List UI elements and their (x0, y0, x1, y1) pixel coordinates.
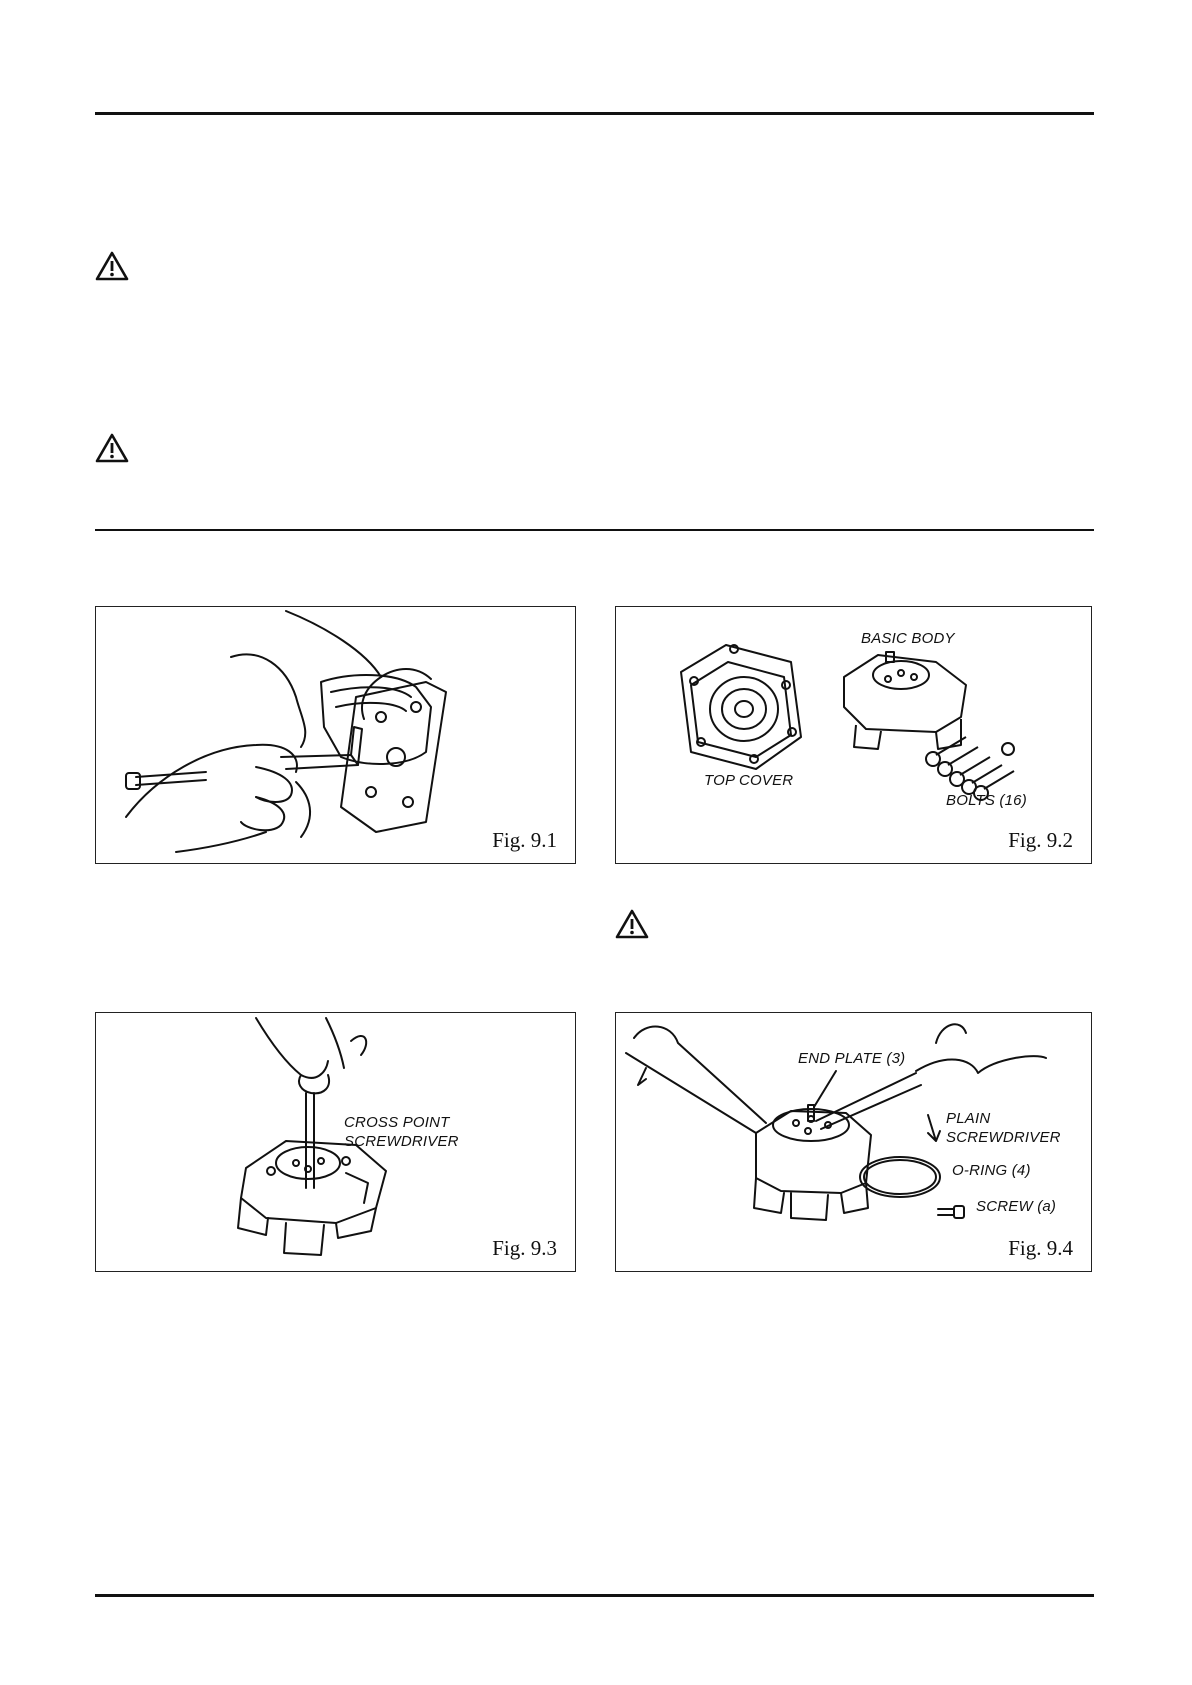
warning-triangle-icon (94, 432, 130, 464)
figure-caption: Fig. 9.3 (492, 1236, 557, 1260)
label-screw: SCREW (a) (976, 1198, 1057, 1215)
figure-9-1 (95, 606, 576, 864)
top-rule (95, 112, 1094, 115)
warning-triangle-icon (614, 908, 650, 940)
figure-9-3 (95, 1012, 576, 1272)
label-end-plate: END PLATE (3) (798, 1050, 906, 1067)
bottom-rule (95, 1594, 1094, 1597)
figure-caption: Fig. 9.1 (492, 828, 557, 852)
top-cover-basic-body-illustration (616, 607, 1092, 864)
cross-point-screwdriver-illustration (96, 1013, 576, 1272)
label-o-ring: O-RING (4) (952, 1162, 1031, 1179)
figure-caption: Fig. 9.2 (1008, 828, 1073, 852)
warning-triangle-icon (94, 250, 130, 282)
figure-9-4 (615, 1012, 1092, 1272)
section-rule (95, 529, 1094, 531)
label-screwdriver: SCREWDRIVER (344, 1133, 459, 1150)
figure-caption: Fig. 9.4 (1008, 1236, 1073, 1260)
label-plain: PLAIN (946, 1110, 991, 1127)
label-top-cover: TOP COVER (704, 772, 794, 789)
label-cross-point: CROSS POINT (344, 1114, 450, 1131)
figure-9-2 (615, 606, 1092, 864)
label-plain-screwdriver: SCREWDRIVER (946, 1129, 1061, 1146)
label-bolts: BOLTS (16) (946, 792, 1027, 809)
hands-hex-key-illustration (96, 607, 576, 864)
label-basic-body: BASIC BODY (861, 630, 955, 647)
